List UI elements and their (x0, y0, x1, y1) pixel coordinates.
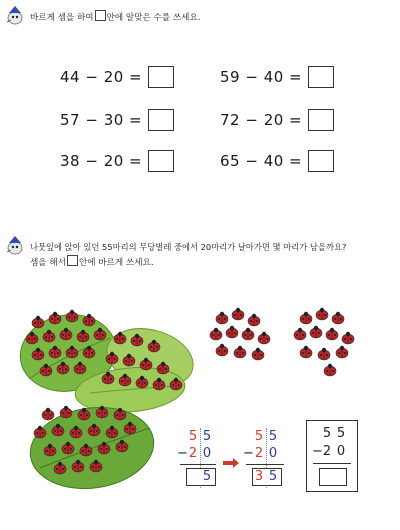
ladybug-icon (332, 312, 344, 324)
sum-line (180, 464, 216, 465)
bottom-tens-digit: 2 (188, 446, 198, 461)
ladybug-icon (123, 354, 135, 366)
sum-line (313, 463, 351, 464)
minus-sign: − (312, 444, 323, 459)
ladybug-icon (216, 312, 228, 324)
ladybug-icon (60, 406, 72, 418)
ladybug-icon (57, 362, 69, 374)
equation-expression: 44 − 20 = (60, 68, 143, 86)
result-tens-digit: 3 (254, 469, 264, 484)
ladybug-icon (226, 326, 238, 338)
ladybug-icon (52, 424, 64, 436)
ladybug-icon (316, 308, 328, 320)
subtraction-step-3 (306, 420, 358, 492)
ladybug-icon (300, 346, 312, 358)
instruction-2-text-a: 셈을 해서 (30, 258, 66, 268)
ladybug-icon (102, 372, 114, 384)
ladybug-icon (77, 330, 89, 342)
ladybug-icon (326, 328, 338, 340)
ladybug-icon (114, 408, 126, 420)
ladybug-icon (119, 374, 131, 386)
ladybug-icon (34, 426, 46, 438)
equation-expression: 57 − 30 = (60, 111, 143, 129)
ladybug-icon (44, 444, 56, 456)
instruction-2-text-b: 안에 바르게 쓰세요. (78, 258, 154, 268)
instruction-1-text-a: 바르게 셈을 하여 (30, 13, 94, 23)
subtraction-step-2 (244, 428, 288, 490)
instruction-1-text-b: 안에 알맞은 수를 쓰세요. (106, 13, 201, 23)
equation-expression: 38 − 20 = (60, 152, 143, 170)
equation-expression: 72 − 20 = (220, 111, 303, 129)
ladybug-icon (234, 346, 246, 358)
ladybug-icon (98, 442, 110, 454)
ladybug-icon (310, 326, 322, 338)
ladybug-icon (43, 330, 55, 342)
ladybug-icon (88, 424, 100, 436)
ladybug-icon (80, 444, 92, 456)
ladybug-icon (74, 362, 86, 374)
sum-line (246, 464, 284, 465)
ladybug-icon (83, 346, 95, 358)
ladybug-icon (90, 460, 102, 472)
ladybug-icon (114, 332, 126, 344)
ladybug-icon (216, 344, 228, 356)
ladybug-icon (252, 348, 264, 360)
arrow-icon (222, 454, 240, 466)
ladybug-icon (78, 408, 90, 420)
equation-expression: 59 − 40 = (220, 68, 303, 86)
top-ones-digit: 5 (336, 426, 346, 441)
ladybug-icon (70, 426, 82, 438)
ladybug-icon (294, 328, 306, 340)
ladybug-icon (106, 426, 118, 438)
subtraction-step-1 (177, 428, 220, 490)
ladybug-icon (258, 332, 270, 344)
ladybug-icon (42, 408, 54, 420)
ladybug-icon (170, 378, 182, 390)
ladybug-icon (49, 346, 61, 358)
ladybug-icon (342, 332, 354, 344)
equation-expression: 65 − 40 = (220, 152, 303, 170)
ladybug-icon (140, 358, 152, 370)
top-tens-digit: 5 (322, 426, 332, 441)
bottom-ones-digit: 0 (202, 446, 212, 461)
ladybug-icon (83, 314, 95, 326)
bottom-tens-digit: 2 (322, 444, 332, 459)
ladybug-icon (49, 312, 61, 324)
ladybug-icon (32, 348, 44, 360)
ladybug-icon (336, 346, 348, 358)
top-ones-digit: 5 (202, 429, 212, 444)
minus-sign: − (243, 446, 254, 461)
bottom-tens-digit: 2 (254, 446, 264, 461)
instruction-2-line1: 나뭇잎에 앉아 있던 55마리의 무당벌레 중에서 20마리가 날아가면 몇 마리가 남을까요? (30, 242, 347, 252)
bottom-ones-digit: 0 (336, 444, 346, 459)
ladybug-icon (60, 328, 72, 340)
ladybug-icon (26, 332, 38, 344)
ladybug-icon (116, 440, 128, 452)
ladybug-icon (232, 308, 244, 320)
ladybug-icon (40, 364, 52, 376)
result-ones-digit: 5 (268, 469, 278, 484)
ladybug-icon (124, 422, 136, 434)
ladybug-icon (72, 460, 84, 472)
ladybug-icon (94, 328, 106, 340)
ladybug-icon (66, 346, 78, 358)
ladybug-icon (153, 378, 165, 390)
ladybug-icon (54, 462, 66, 474)
result-ones-digit: 5 (202, 469, 212, 484)
top-tens-digit: 5 (188, 429, 198, 444)
ladybug-icon (210, 328, 222, 340)
ladybug-icon (136, 376, 148, 388)
top-tens-digit: 5 (254, 429, 264, 444)
minus-sign: − (177, 446, 188, 461)
ladybug-icon (248, 314, 260, 326)
ladybug-icon (242, 328, 254, 340)
answer-box[interactable] (319, 468, 347, 486)
ladybug-icon (300, 312, 312, 324)
ladybug-icon (66, 310, 78, 322)
ladybug-icon (157, 362, 169, 374)
ladybug-icon (62, 442, 74, 454)
ladybug-icon (96, 406, 108, 418)
top-ones-digit: 5 (268, 429, 278, 444)
ladybug-icon (106, 352, 118, 364)
ladybug-icon (148, 340, 160, 352)
ladybug-icon (324, 364, 336, 376)
ladybug-icon (32, 316, 44, 328)
ladybug-icon (131, 334, 143, 346)
bottom-ones-digit: 0 (268, 446, 278, 461)
ladybug-icon (318, 348, 330, 360)
